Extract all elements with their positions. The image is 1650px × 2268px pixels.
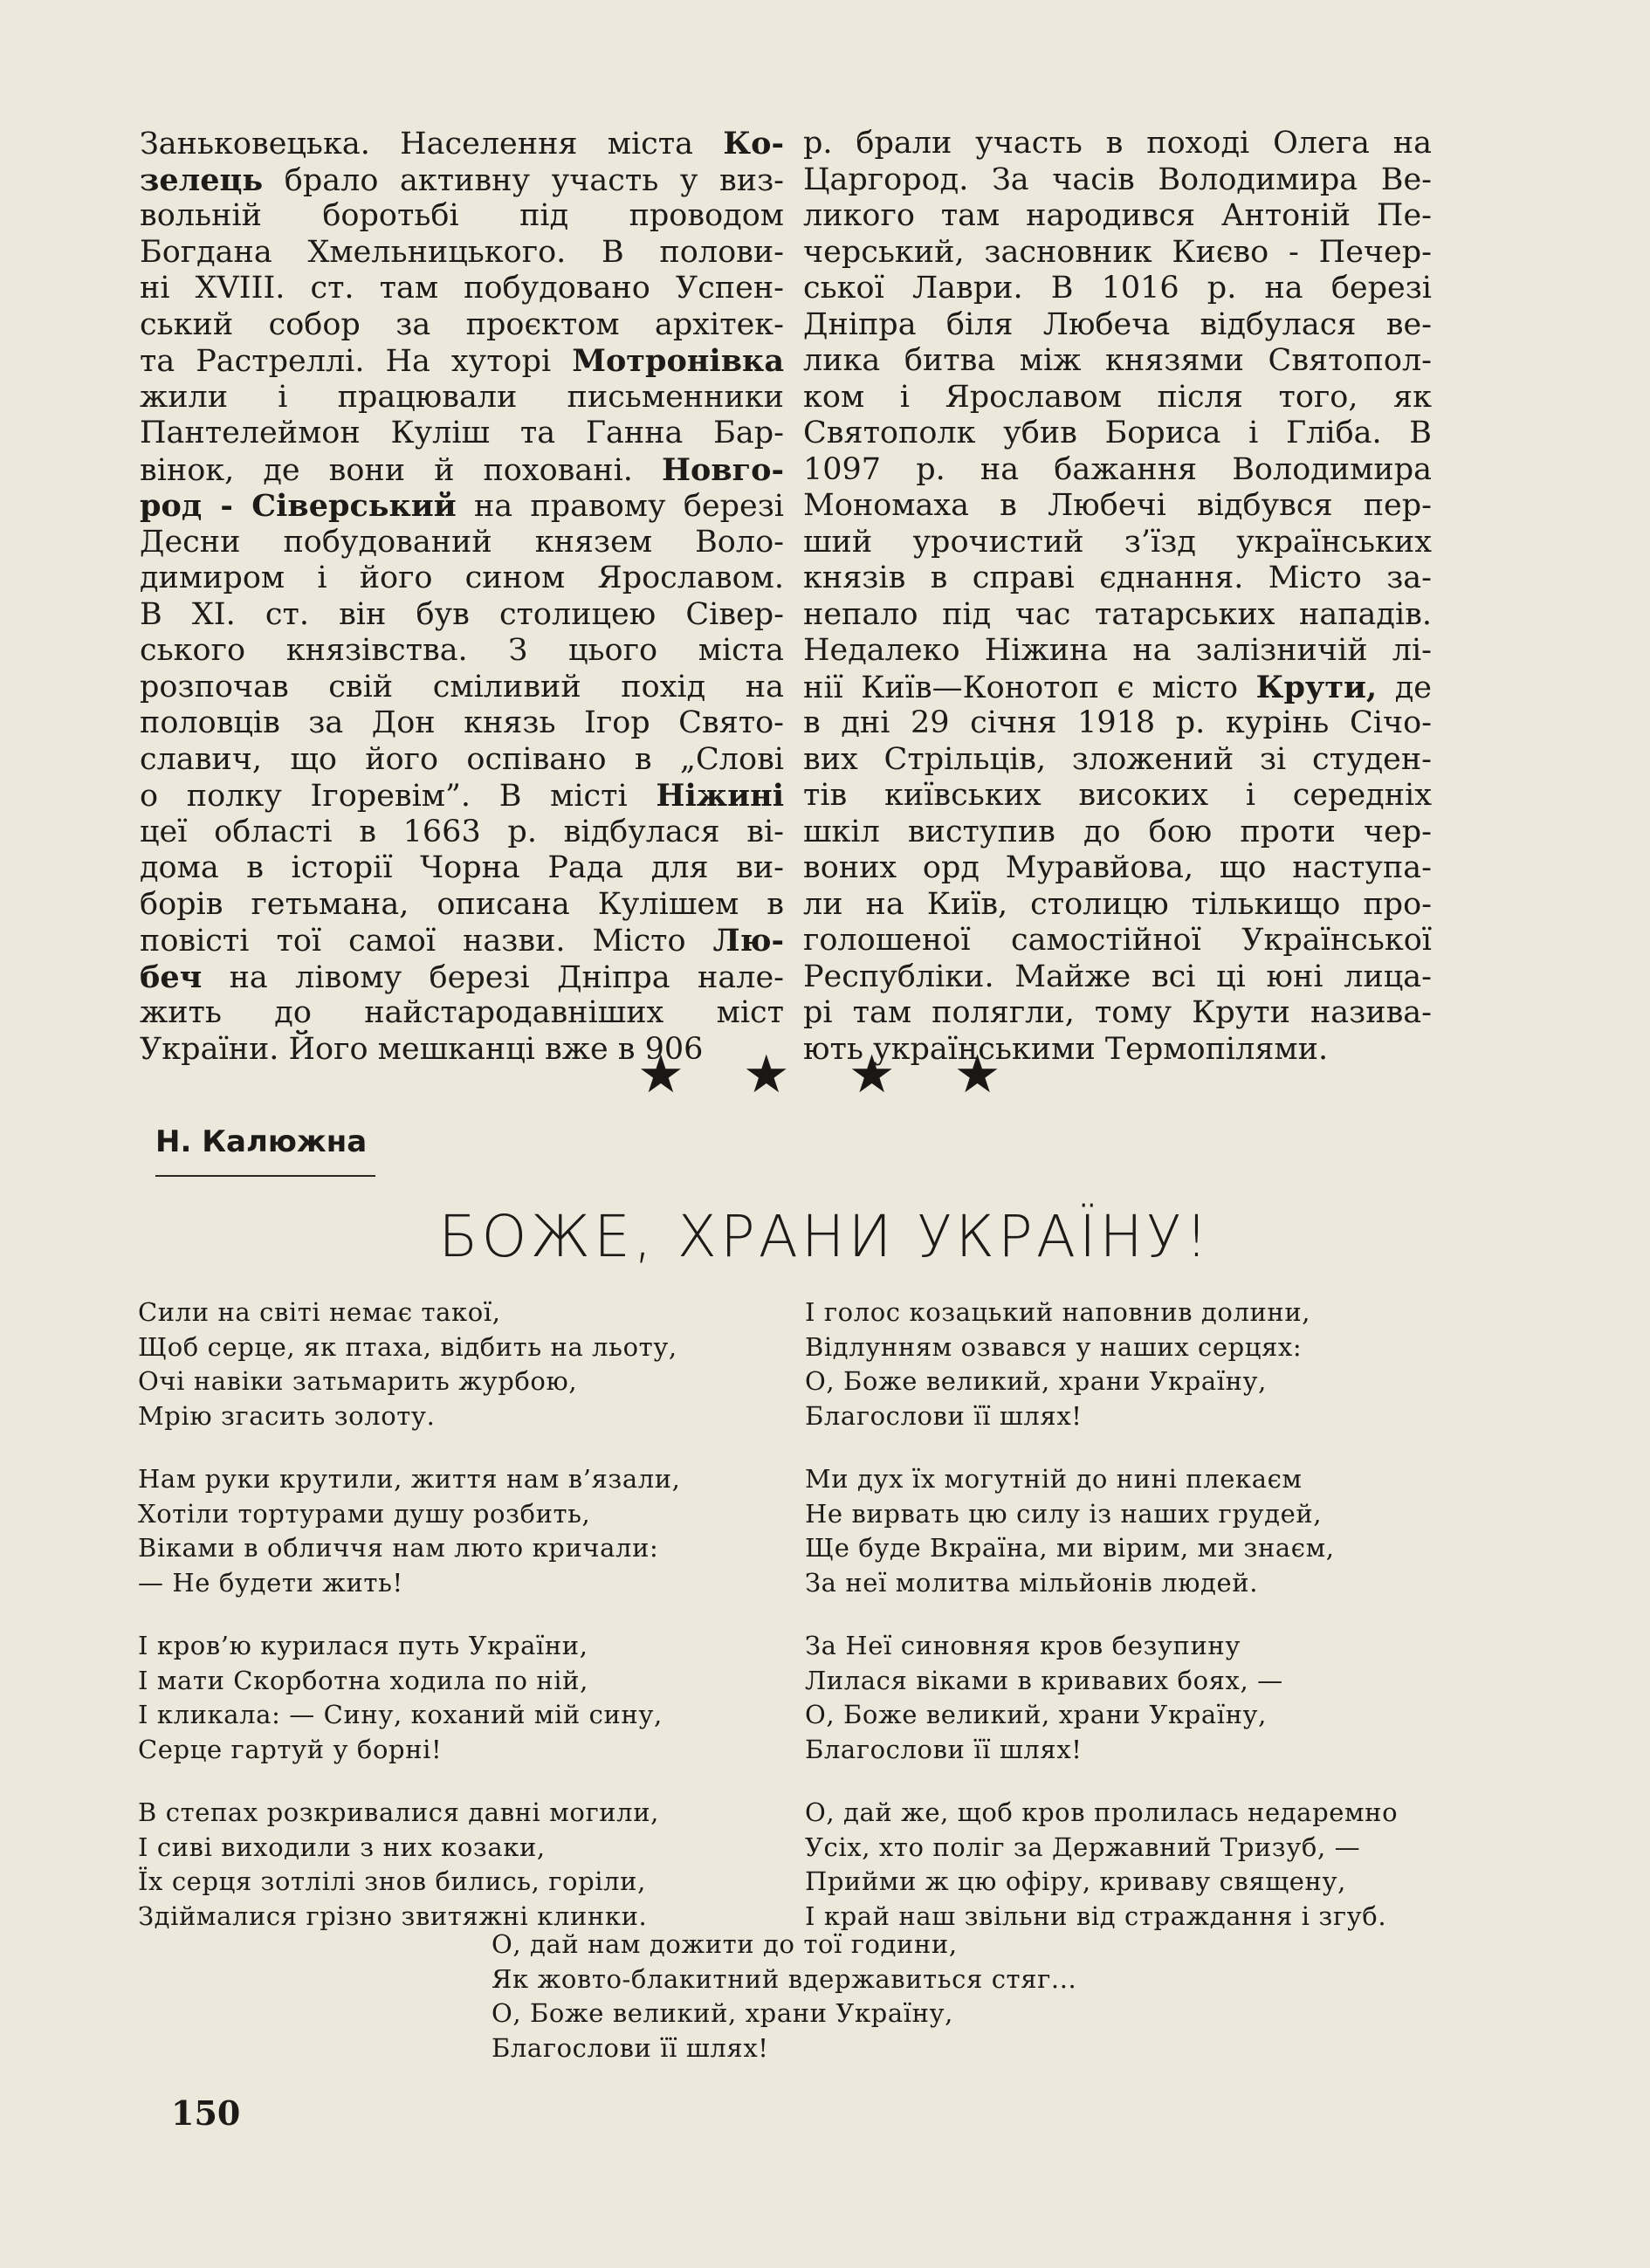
text-line: борів гетьмана, описана Кулішем в — [140, 886, 784, 922]
text-line: ший урочистий з’їзд українських — [803, 524, 1432, 560]
text-line: князів в справі єднання. Місто за- — [803, 560, 1432, 595]
text-line: рі там полягли, тому Крути назива- — [803, 995, 1432, 1030]
poem-right-column — [805, 1296, 1433, 1962]
text-line: цеї області в 1663 р. відбулася ві- — [140, 814, 784, 849]
text-line: воних орд Муравйова, що наступа- — [803, 850, 1432, 885]
verse-line: О, дай же, щоб кров пролилась недаремно — [805, 1797, 1399, 1827]
text-line: ні XVIII. ст. там побудовано Успен- — [140, 271, 784, 306]
text-line: димиром і його сином Ярославом. — [140, 560, 784, 595]
verse-line: О, Боже великий, храни Україну, — [492, 1998, 954, 2028]
text-line: ком і Ярославом після того, як — [803, 379, 1432, 415]
verse-line: Здіймалися грізно звитяжні клинки. — [138, 1900, 648, 1931]
text-line: повісті тої самої назви. Місто Лю- — [140, 923, 784, 959]
text-line: Недалеко Ніжина на залізничій лі- — [803, 633, 1432, 668]
verse-line: Очі навіки затьмарить журбою, — [138, 1366, 578, 1396]
verse-line: Не вирвать цю силу із наших грудей, — [805, 1498, 1323, 1529]
article-left-column — [140, 126, 784, 1068]
verse-line: В степах розкривалися давні могили, — [138, 1797, 659, 1827]
verse-line: Серце гартуй у борні! — [138, 1734, 443, 1764]
stanza — [492, 1928, 1155, 2065]
text-line: Богдана Хмельницького. В полови- — [140, 234, 784, 270]
text-line: ський собор за проєктом архітек- — [140, 306, 784, 342]
text-line: жили і працювали письменники — [140, 379, 784, 415]
page-number: 150 — [171, 2093, 241, 2133]
verse-line: Благослови її шлях! — [805, 1400, 1083, 1431]
article-right-column — [803, 126, 1432, 1068]
text-line: шкіл виступив до бою проти чер- — [803, 814, 1432, 849]
text-line: жить до найстародавніших міст — [140, 995, 784, 1030]
verse-line: Усіх, хто поліг за Державний Тризуб, — — [805, 1832, 1361, 1862]
stanza — [138, 1462, 784, 1600]
verse-line: О, дай нам дожити до тої години, — [492, 1929, 958, 1959]
verse-line: І кров’ю курилася путь України, — [138, 1631, 588, 1660]
bold-place-name: зелець — [140, 162, 264, 198]
verse-line: Хотіли тортурами душу розбить, — [138, 1498, 591, 1529]
author-underline — [155, 1175, 375, 1177]
text-line: В XI. ст. він був столицею Сівер- — [140, 596, 784, 632]
text-line: нії Київ—Конотоп є місто Крути, де — [803, 669, 1432, 705]
poem-left-column — [138, 1296, 784, 1962]
text-line: голошеної самостійної Української — [803, 923, 1432, 958]
text-line: ського князівства. З цього міста — [140, 633, 784, 668]
text-line: ють українськими Термопілями. — [803, 1031, 1329, 1067]
text-line: вольній боротьбі під проводом — [140, 198, 784, 233]
text-line: ської Лаври. В 1016 р. на березі — [803, 271, 1432, 306]
verse-line: І голос козацький наповнив долини, — [805, 1297, 1311, 1327]
stanza — [805, 1796, 1433, 1934]
text-line: ликого там народився Антоній Пе- — [803, 198, 1432, 233]
text-line: Пантелеймон Куліш та Ганна Бар- — [140, 416, 784, 450]
text-line: лика битва між князями Святопол- — [803, 343, 1432, 378]
verse-line: Благослови її шлях! — [805, 1734, 1083, 1764]
text-line: р. брали участь в поході Олега на — [803, 126, 1432, 161]
bold-place-name: Ко- — [723, 126, 784, 162]
poem-final-stanza — [492, 1928, 1155, 2094]
section-separator-stars: ★ ★ ★ ★ — [637, 1044, 1022, 1105]
text-line: та Растреллі. На хуторі Мотронівка — [140, 343, 784, 379]
verse-line: Ще буде Вкраїна, ми віpим, ми знаєм, — [805, 1533, 1335, 1563]
bold-place-name: Ніжині — [656, 778, 784, 814]
text-line: славич, що його оспівано в „Слові — [140, 741, 784, 777]
bold-place-name: Новго- — [661, 451, 784, 488]
text-line: Святополк убив Бориса і Гліба. В — [803, 416, 1432, 450]
verse-line: Відлунням озвався у наших серцях: — [805, 1331, 1303, 1362]
text-line: вінок, де вони й поховані. Новго- — [140, 451, 784, 488]
verse-line: Ми дух їх могутній до нині плекаєм — [805, 1464, 1303, 1494]
text-line: о полку Ігоревім”. В місті Ніжині — [140, 778, 784, 814]
text-line: Десни побудований князем Воло- — [140, 524, 784, 560]
verse-line: О, Боже великий, храни Україну, — [805, 1366, 1268, 1396]
text-line: дома в історії Чорна Рада для ви- — [140, 850, 784, 885]
verse-line: Нам руки крутили, життя нам в’язали, — [138, 1464, 681, 1494]
verse-line: Лилася віками в кривавих боях, — — [805, 1665, 1283, 1695]
text-line: Царгород. За часів Володимира Ве- — [803, 162, 1432, 197]
text-line: в дні 29 січня 1918 р. курінь Січо- — [803, 705, 1432, 740]
verse-line: Мрію згасить золоту. — [138, 1400, 436, 1431]
bold-place-name: Лю- — [712, 923, 784, 959]
text-line: непало під час татарських нападів. — [803, 596, 1432, 632]
text-line: тів київських високих і середніх — [803, 778, 1432, 813]
text-line: род - Сіверський на правому березі — [140, 488, 785, 524]
text-line: Республіки. Майже всі ці юні лица- — [803, 959, 1432, 994]
verse-line: І сиві виходили з них козаки, — [138, 1832, 546, 1862]
stanza — [138, 1796, 784, 1934]
verse-line: Прийми ж цю офіру, криваву священу, — [805, 1866, 1346, 1896]
text-line: 1097 р. на бажання Володимира — [803, 451, 1432, 487]
stanza — [805, 1629, 1433, 1767]
text-line: розпочав свій сміливий похід на — [140, 669, 784, 704]
verse-line: Щоб серце, як птаха, відбить на льоту, — [138, 1331, 677, 1362]
text-line: Заньковецька. Населення міста Ко- — [140, 126, 784, 162]
poem-title: БОЖЕ, ХРАНИ УКРАЇНУ! — [438, 1203, 1212, 1270]
bold-place-name: род - Сіверський — [140, 488, 457, 524]
stanza — [805, 1462, 1433, 1600]
verse-line: О, Боже великий, храни Україну, — [805, 1700, 1268, 1729]
verse-line: Як жовто-блакитний вдержавиться стяг... — [492, 1963, 1077, 1994]
verse-line: За неї молитва мільйонів людей. — [805, 1567, 1259, 1598]
text-line: ли на Київ, столицю тількищо про- — [803, 886, 1432, 922]
text-line: вих Стрільців, зложений зі студен- — [803, 741, 1432, 777]
bold-place-name: Крути, — [1255, 669, 1378, 705]
verse-line: І кликала: — Сину, коханий мій сину, — [138, 1700, 663, 1729]
bold-place-name: беч — [140, 959, 203, 995]
stanza — [805, 1296, 1433, 1433]
stanza — [138, 1296, 784, 1433]
text-line: Дніпра біля Любеча відбулася ве- — [803, 306, 1432, 342]
verse-line: За Неї синовняя кров безупину — [805, 1631, 1241, 1660]
bold-place-name: Мотронівка — [572, 343, 784, 379]
verse-line: — Не будети жить! — [138, 1567, 403, 1598]
text-line: половців за Дон князь Ігор Свято- — [140, 705, 784, 740]
text-line: України. Його мешканці вже в 906 — [140, 1031, 704, 1067]
stanza — [138, 1629, 784, 1767]
verse-line: І мати Скорботна ходила по ній, — [138, 1665, 588, 1695]
text-line: беч на лівому березі Дніпра нале- — [140, 959, 784, 995]
verse-line: Благослови її шлях! — [492, 2032, 769, 2063]
text-line: зелець брало активну участь у виз- — [140, 162, 784, 198]
text-line: черський, засновник Києво - Печер- — [803, 234, 1432, 270]
verse-line: Віками в обличчя нам люто кричали: — [138, 1533, 659, 1563]
verse-line: Сили на світі немає такої, — [138, 1297, 501, 1327]
poem-author: Н. Калюжна — [155, 1124, 368, 1159]
text-line: Мономаха в Любечі відбувся пер- — [803, 488, 1432, 523]
verse-line: І край наш звільни від страждання і згуб. — [805, 1900, 1387, 1931]
verse-line: Їх серця зотлілі знов бились, горіли, — [138, 1866, 646, 1896]
